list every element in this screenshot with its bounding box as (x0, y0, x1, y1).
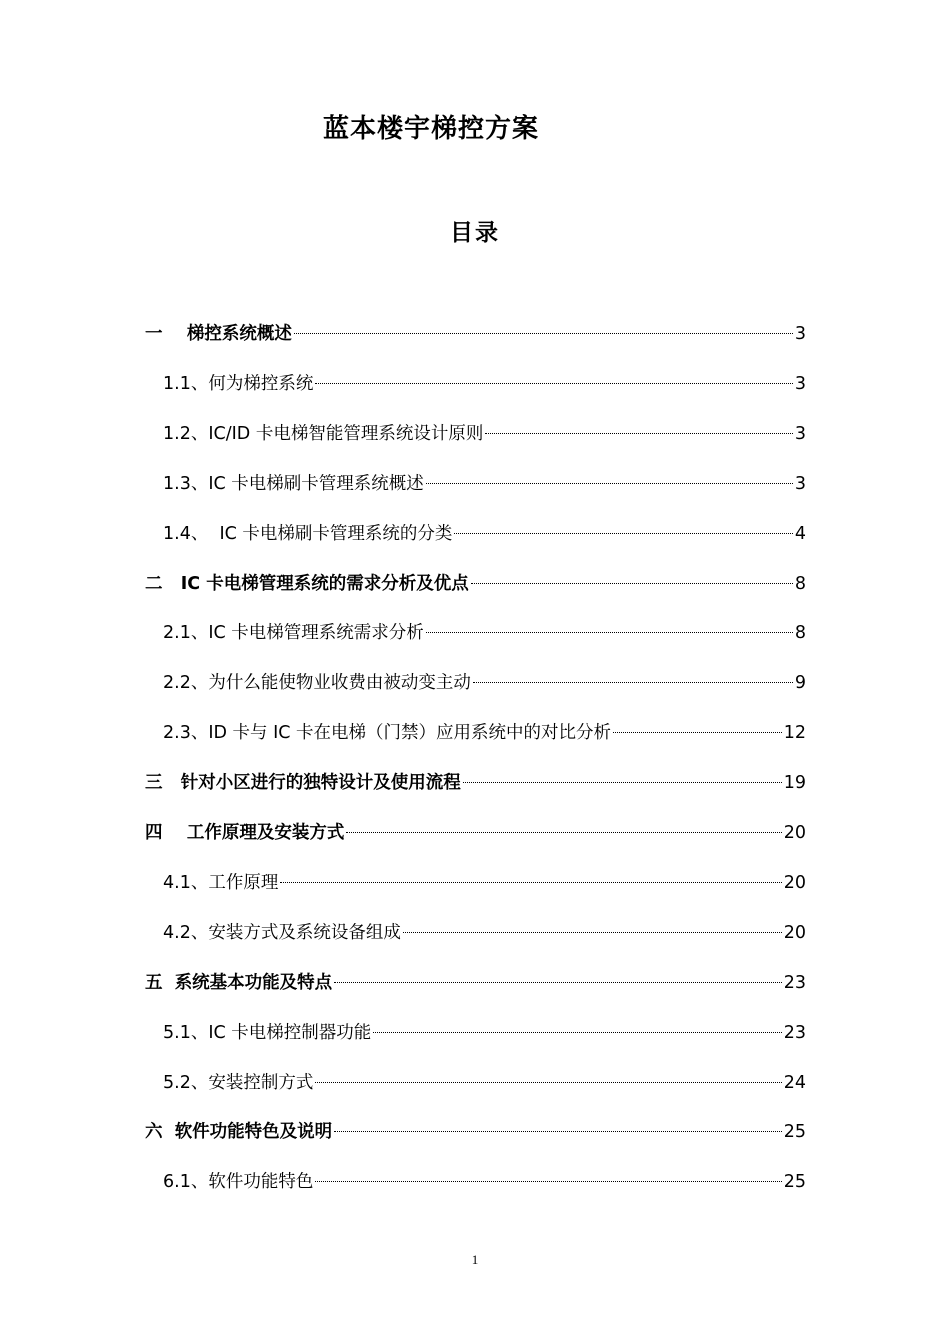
toc-entry-page: 3 (794, 324, 806, 344)
dot-leader (294, 333, 793, 334)
toc-entry-number: 6.1、 (163, 1172, 209, 1193)
toc-entry-page: 25 (783, 1172, 806, 1193)
toc-entry-number: 1.2、 (163, 423, 209, 444)
toc-entry[interactable] (0, 470, 806, 498)
toc-entry-page: 25 (783, 1122, 806, 1143)
toc-entry[interactable] (0, 1118, 806, 1146)
dot-leader (346, 832, 781, 833)
toc-entry-title: 软件功能特色 (208, 1172, 314, 1193)
toc-entry-page: 8 (794, 573, 806, 594)
toc-entry[interactable] (0, 619, 806, 647)
toc-entry-page: 24 (783, 1072, 806, 1093)
toc-entry-page: 3 (794, 373, 806, 394)
toc-entry[interactable] (0, 1019, 806, 1047)
toc-entry-title: 何为梯控系统 (208, 373, 314, 394)
toc-entry-title: IC 卡电梯控制器功能 (208, 1022, 372, 1043)
toc-entry-page: 4 (794, 523, 806, 544)
toc-entry-number: 2.2、 (163, 673, 209, 694)
toc-entry-title: 系统基本功能及特点 (174, 972, 333, 993)
toc-entry[interactable] (0, 1069, 806, 1097)
toc-entry-page: 3 (794, 473, 806, 494)
toc-entry-page: 19 (783, 773, 806, 794)
dot-leader (473, 682, 793, 683)
toc-entry[interactable] (0, 919, 806, 947)
toc-entry-number: 1.4、 (163, 523, 220, 544)
toc-entry[interactable] (0, 570, 806, 598)
toc-entry-page: 20 (783, 922, 806, 943)
toc-entry-page: 20 (783, 872, 806, 893)
document-title: 蓝本楼宇梯控方案 (322, 114, 539, 144)
toc-heading: 目录 (450, 220, 500, 246)
dot-leader (315, 1082, 781, 1083)
toc-entry-number: 2.1、 (163, 623, 209, 644)
dot-leader (485, 433, 793, 434)
toc-entry-title: 工作原理 (208, 872, 279, 893)
toc-entry-page: 23 (783, 1022, 806, 1043)
dot-leader (471, 583, 793, 584)
toc-entry[interactable] (0, 819, 806, 847)
toc-entry-title: 梯控系统概述 (186, 324, 292, 344)
toc-entry[interactable] (0, 320, 806, 348)
dot-leader (334, 1131, 782, 1132)
dot-leader (373, 1032, 781, 1033)
toc-entry-title: 为什么能使物业收费由被动变主动 (208, 673, 471, 694)
toc-entry-number: 1.3、 (163, 473, 209, 494)
toc-entry-page: 20 (783, 823, 806, 843)
toc-entry-number: 2.3、 (163, 723, 209, 744)
dot-leader (315, 1181, 781, 1182)
toc-entry-title: 安装控制方式 (208, 1072, 314, 1093)
dot-leader (613, 732, 782, 733)
toc-entry[interactable] (0, 370, 806, 398)
toc-entry-title: IC 卡电梯刷卡管理系统的分类 (219, 523, 453, 544)
toc-entry-title: 安装方式及系统设备组成 (208, 922, 401, 943)
toc-entry-number: 五 (145, 972, 175, 993)
toc-entry[interactable] (0, 420, 806, 448)
toc-entry[interactable] (0, 969, 806, 997)
toc-entry[interactable] (0, 520, 806, 548)
dot-leader (403, 932, 782, 933)
toc-entry[interactable] (0, 769, 806, 797)
toc-entry[interactable] (0, 719, 806, 747)
toc-entry-number: 5.1、 (163, 1022, 209, 1043)
toc-entry-number: 1.1、 (163, 373, 209, 394)
dot-leader (426, 632, 793, 633)
dot-leader (334, 982, 782, 983)
dot-leader (463, 782, 782, 783)
toc-entry-title: ID 卡与 IC 卡在电梯（门禁）应用系统中的对比分析 (208, 723, 612, 744)
dot-leader (280, 882, 781, 883)
toc-entry-number: 4.1、 (163, 872, 209, 893)
dot-leader (315, 383, 793, 384)
toc-entry-title: IC 卡电梯管理系统需求分析 (208, 623, 424, 644)
toc-entry-title: IC 卡电梯管理系统的需求分析及优点 (180, 573, 469, 594)
toc-entry-page: 3 (794, 423, 806, 444)
toc-entry-number: 二 (145, 573, 181, 594)
toc-entry-page: 9 (794, 673, 806, 694)
toc-entry[interactable] (0, 869, 806, 897)
toc-entry-page: 12 (783, 723, 806, 744)
toc-entry-page: 23 (783, 972, 806, 993)
toc-entry-title: IC/ID 卡电梯智能管理系统设计原则 (208, 423, 484, 444)
toc-entry-number: 三 (145, 773, 181, 794)
toc-entry-number: 5.2、 (163, 1072, 209, 1093)
toc-entry[interactable] (0, 1168, 806, 1196)
toc-entry-title: 针对小区进行的独特设计及使用流程 (180, 773, 461, 794)
toc-entry-page: 8 (794, 623, 806, 644)
toc-entry-number: 4.2、 (163, 922, 209, 943)
toc-entry-number: 一 (145, 324, 187, 344)
toc-entry-number: 四 (145, 823, 187, 843)
toc-entry-title: 工作原理及安装方式 (186, 823, 345, 843)
dot-leader (454, 533, 792, 534)
dot-leader (426, 483, 793, 484)
toc-entry-title: IC 卡电梯刷卡管理系统概述 (208, 473, 424, 494)
toc-entry[interactable] (0, 669, 806, 697)
page-number: 1 (471, 1252, 479, 1267)
toc-entry-title: 软件功能特色及说明 (174, 1122, 333, 1143)
toc-entry-number: 六 (145, 1122, 175, 1143)
